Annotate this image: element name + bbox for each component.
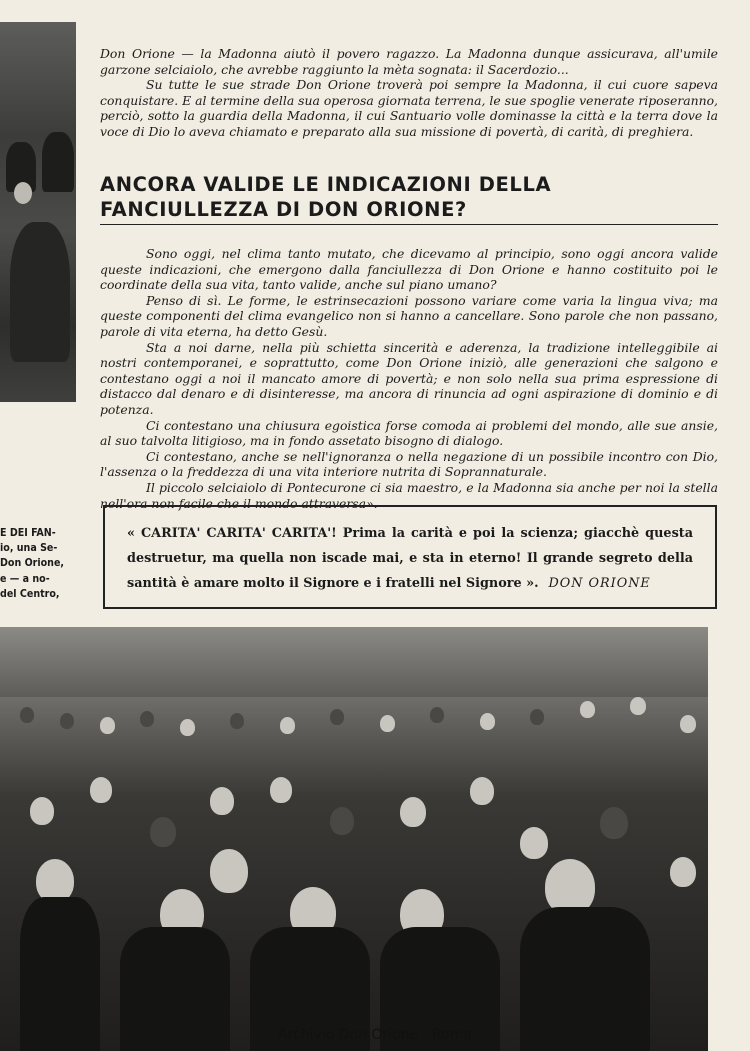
body-paragraph: Sta a noi darne, nella più schietta sincerità e aderenza, la tradizione intelleggibile ai nostri contemporanei, e soprattutto, come Don Orione iniziò, alle generazioni che salgono e contestano oggi a noi il mancato amore di povertà; e non solo nella sua prima espressione di distacco dal denaro e di disinteresse, ma ancora di rinuncia ad ogni aspirazione di dominio e di potenza. xyxy=(100,339,718,417)
caption-line: E DEI FAN- xyxy=(0,527,56,539)
caption-line: io, una Se- xyxy=(0,542,58,555)
audience-photo xyxy=(0,627,708,1051)
caption-line: Don Orione, xyxy=(0,557,65,570)
heading-rule xyxy=(100,224,718,225)
body-paragraph: Sono oggi, nel clima tanto mutato, che dicevamo al principio, sono oggi ancora valide queste indicazioni, che emergono dalla fanciullezza di Don Orione e hanno costituito poi le coordinate della sua vita, tanto valide, anche sul piano umano? xyxy=(100,246,718,293)
quote-box xyxy=(103,505,717,609)
body-paragraph: Ci contestano una chiusura egoistica forse comoda ai problemi del mondo, alle sue ansie, al suo talvolta litigioso, ma in fondo assetato bisogno di dialogo. xyxy=(100,417,718,449)
body-text xyxy=(100,246,718,511)
body-paragraph: Ci contestano, anche se nell'ignoranza o nella negazione di un possibile incontro con Dio, l'assenza o la freddezza di una vita interiore nutrita di Soprannaturale. xyxy=(100,448,718,480)
heading-line: FANCIULLEZZA DI DON ORIONE? xyxy=(100,198,467,221)
body-paragraph: Il piccolo selciaiolo di Pontecurone ci sia maestro, e la Madonna sia anche per noi la stella nell'ora non facile che il mondo attraversa». xyxy=(100,479,718,511)
intro-paragraph: Don Orione — la Madonna aiutò il povero ragazzo. La Madonna dunque assicurava, all'umile garzone selciaiolo, che avrebbe raggiunto la mèta sognata: il Sacerdozio... xyxy=(100,46,718,77)
body-paragraph: Penso di sì. Le forme, le estrinsecazioni possono variare come varia la lingua viva; ma queste componenti del clima evangelico non si hanno a cancellare. Sono parole che non passano, parole di vita eterna, ha detto Gesù. xyxy=(100,292,718,339)
archive-watermark: Archivio Don Orione - Roma xyxy=(278,1027,472,1043)
section-heading xyxy=(100,172,718,222)
intro-text xyxy=(100,46,718,140)
quote-signature: DON ORIONE xyxy=(548,576,651,591)
caption-line: e — a no- xyxy=(0,572,50,585)
caption-line: del Centro, xyxy=(0,587,60,600)
partial-photo-meeting xyxy=(0,22,76,402)
intro-paragraph: Su tutte le sue strade Don Orione troverà poi sempre la Madonna, il cui cuore sapeva conquistare. E al termine della sua operosa giornata terrena, le sue spoglie venerate riposeranno, perciò, sotto la guardia della Madonna, il cui Santuario volle dominasse la città e la terra dove la voce di Dio lo aveva chiamato e preparato alla sua missione di povertà, di carità, di preghiera. xyxy=(100,77,718,139)
heading-line: ANCORA VALIDE LE INDICAZIONI DELLA xyxy=(100,173,552,196)
photo-caption-fragment xyxy=(0,526,70,602)
quote-text: « CARITA' CARITA' CARITA'! Prima la carità e poi la scienza; giacchè questa destruetur, ma quella non iscade mai, e sta in eterno! Il grande segreto della santità è amare molto il Signore e i fratelli nel Signore ». xyxy=(127,526,693,591)
photo-background-wall xyxy=(0,627,708,697)
